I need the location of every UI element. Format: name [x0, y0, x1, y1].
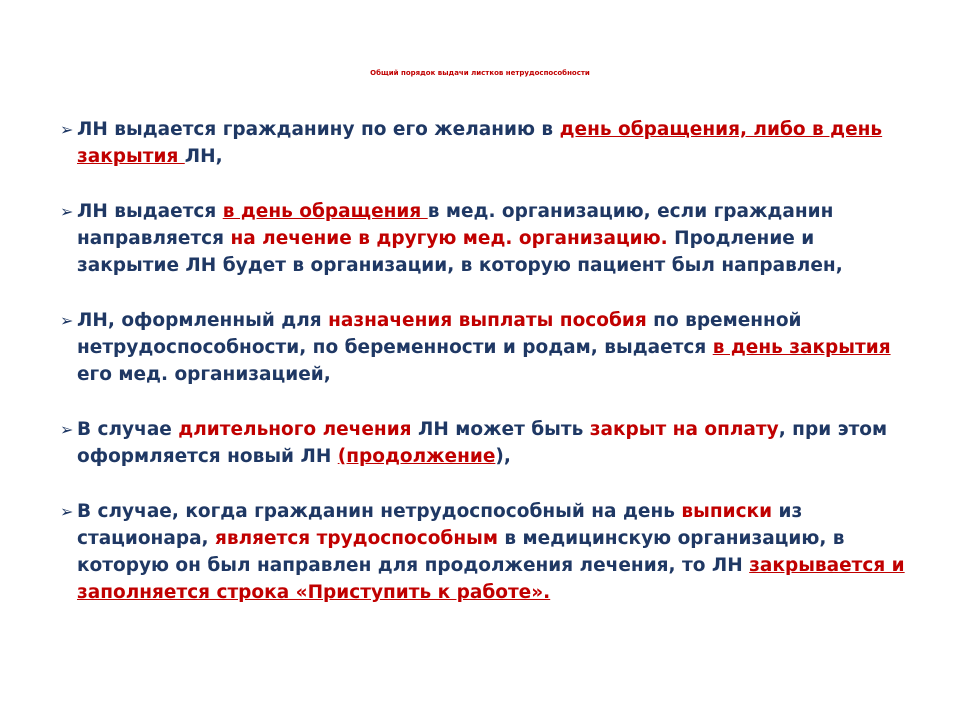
highlighted-text: длительного лечения	[178, 419, 412, 440]
bullet-item	[60, 116, 910, 170]
highlighted-text: выписки	[681, 501, 773, 522]
bullet-text: ЛН,	[184, 146, 223, 167]
bullet-item	[60, 307, 910, 388]
bullet-text: в медицинскую организацию, в которую он был направлен для продолжения лечения, то ЛН	[77, 528, 845, 576]
arrow-bullet-icon: ➢	[60, 502, 74, 521]
arrow-bullet-icon: ➢	[60, 120, 74, 139]
bullet-text: В случае	[77, 419, 179, 440]
bullet-text: по временной нетрудоспособности, по беременности и родам, выдается	[77, 310, 802, 358]
bullet-text: Продление и закрытие ЛН будет в организации, в которую пациент был направлен,	[77, 228, 843, 276]
highlighted-text: в день обращения	[222, 201, 428, 222]
bullet-text: , при этом оформляется новый ЛН	[77, 419, 888, 467]
highlighted-text: день обращения, либо в день закрытия	[77, 119, 883, 167]
bullet-list	[60, 116, 910, 634]
bullet-text: В случае, когда гражданин нетрудоспособный на день	[77, 501, 682, 522]
arrow-bullet-icon: ➢	[60, 202, 74, 221]
highlighted-text: является трудоспособным	[215, 528, 498, 549]
bullet-text: ЛН выдается гражданину по его желанию в	[77, 119, 560, 140]
bullet-text: его мед. организацией,	[77, 364, 331, 385]
highlighted-text: в день закрытия	[712, 337, 891, 358]
bullet-text: ЛН, оформленный для	[77, 310, 329, 331]
highlighted-text: на лечение в другую мед. организацию.	[230, 228, 668, 249]
bullet-text: ЛН выдается	[77, 201, 223, 222]
bullet-item	[60, 198, 910, 279]
highlighted-text: закрывается и заполняется строка «Приступить к работе».	[77, 555, 905, 603]
bullet-item	[60, 416, 910, 470]
arrow-bullet-icon: ➢	[60, 311, 74, 330]
highlighted-text: назначения выплаты пособия	[328, 310, 647, 331]
arrow-bullet-icon: ➢	[60, 420, 74, 439]
slide-title: Общий порядок выдачи листков нетрудоспособности	[370, 69, 590, 77]
bullet-item	[60, 498, 910, 606]
bullet-text: в мед. организацию, если гражданин направляется	[77, 201, 834, 249]
bullet-text: из стационара,	[77, 501, 803, 549]
bullet-text: ),	[495, 446, 511, 467]
highlighted-text: закрыт на оплату	[589, 419, 779, 440]
highlighted-text: (продолжение	[337, 446, 496, 467]
bullet-text: ЛН может быть	[411, 419, 590, 440]
